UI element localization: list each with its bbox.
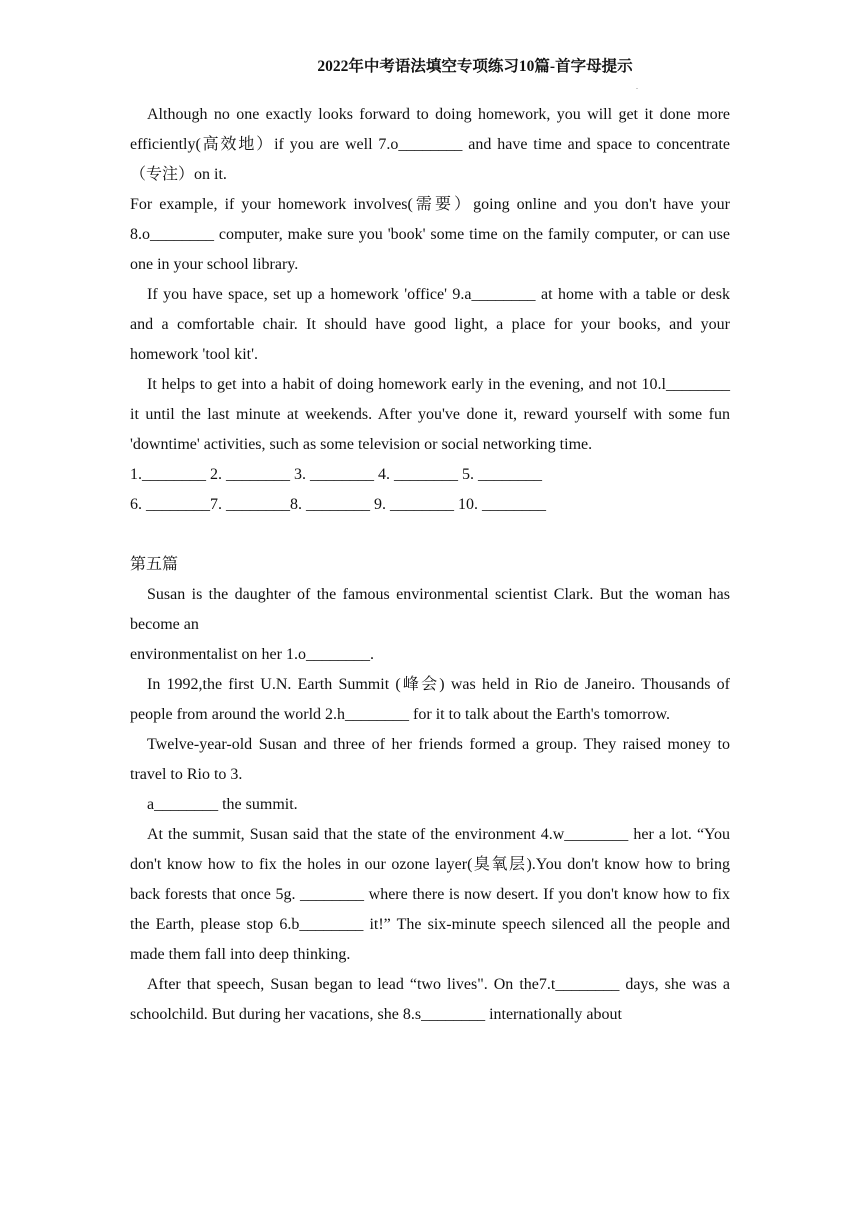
section4-paragraph-2: For example, if your homework involves(需要）going online and you don't have your 8.o________ computer, make sure you 'book' some time on the family computer, or can use one in your school library. (130, 196, 730, 273)
section5-paragraph-3b: a________ the summit. (147, 796, 298, 813)
section5-paragraph-5: After that speech, Susan began to lead “two lives". On the7.t________ days, she was a schoolchild. But during her vacations, she 8.s________ internationally about (130, 976, 730, 1023)
answer-line-1: 1.________ 2. ________ 3. ________ 4. ________ 5. ________ (130, 466, 542, 483)
section4-paragraph-3: If you have space, set up a homework 'office' 9.a________ at home with a table or desk and a comfortable chair. It should have good light, a place for your books, and your homework 'tool kit'. (130, 286, 730, 363)
section4-paragraph-4: It helps to get into a habit of doing homework early in the evening, and not 10.l________ it until the last minute at weekends. After you've done it, reward yourself with some fun 'downtime' activities, such as some television or social networking time. (130, 376, 730, 453)
answer-line-2: 6. ________7. ________8. ________ 9. ________ 10. ________ (130, 496, 546, 513)
section5-paragraph-3a: Twelve-year-old Susan and three of her friends formed a group. They raised money to travel to Rio to 3. (130, 736, 730, 783)
page-header-title: 2022年中考语法填空专项练习10篇-首字母提示 (317, 58, 633, 75)
document-body (130, 100, 730, 1030)
header-dot: . (636, 82, 638, 91)
section5-heading: 第五篇 (130, 556, 179, 573)
section4-paragraph-1: Although no one exactly looks forward to doing homework, you will get it done more efficiently(高效地）if you are well 7.o________ and have time and space to concentrate（专注）on it. (130, 106, 730, 183)
section-gap (130, 520, 730, 550)
section5-paragraph-1a: Susan is the daughter of the famous environmental scientist Clark. But the woman has become an (130, 586, 730, 633)
section5-paragraph-2: In 1992,the first U.N. Earth Summit (峰会) was held in Rio de Janeiro. Thousands of people from around the world 2.h________ for it to talk about the Earth's tomorrow. (130, 676, 730, 723)
section5-paragraph-1b: environmentalist on her 1.o________. (130, 646, 374, 663)
section5-paragraph-4: At the summit, Susan said that the state of the environment 4.w________ her a lot. “You don't know how to fix the holes in our ozone layer(臭氧层).You don't know how to bring back forests that once 5g. ________ where there is now desert. If you don't know how to fix the Earth, please stop 6.b________ it!” The six-minute speech silenced all the people and made them fall into deep thinking. (130, 826, 730, 963)
